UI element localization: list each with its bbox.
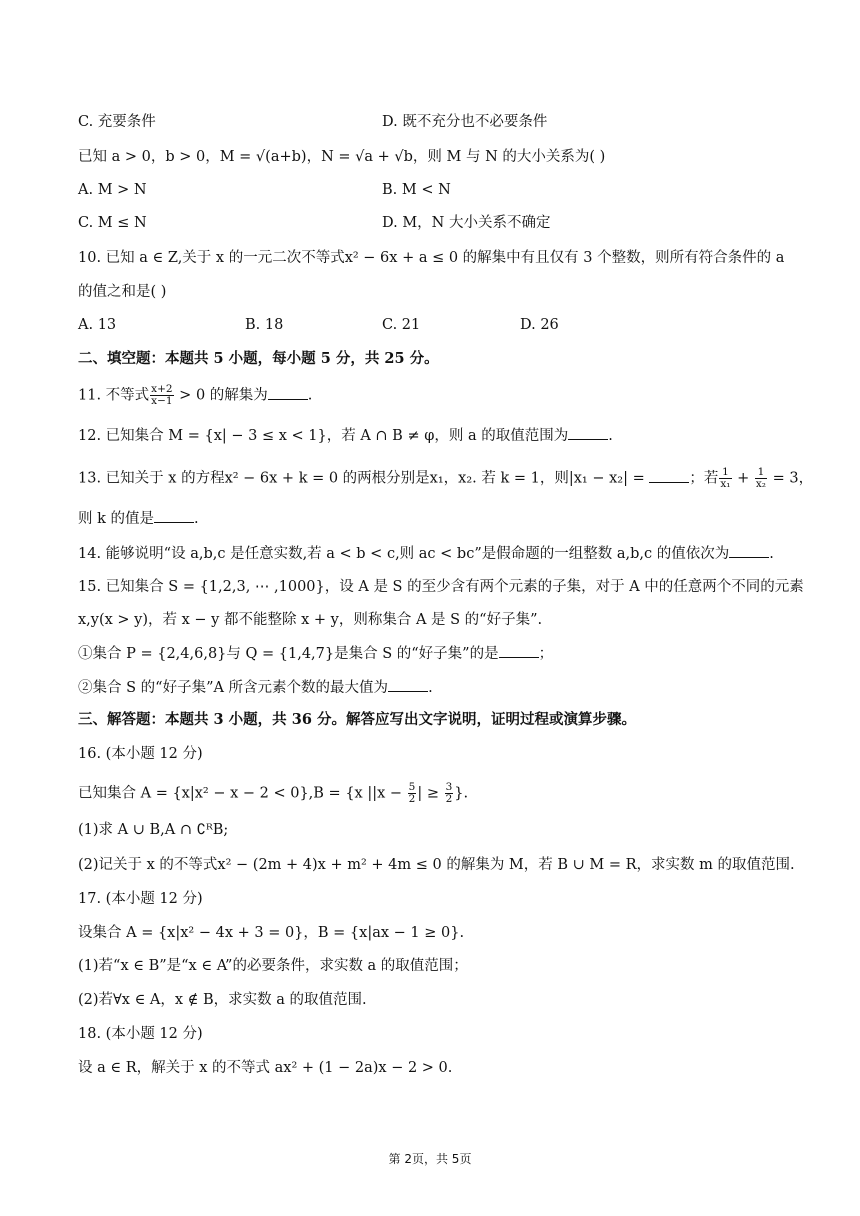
q8-option-c: C. 充要条件 [78,114,156,130]
q15-sub1-text: ①集合 P = {2,4,6,8}与 Q = {1,4,7}是集合 S 的“好子集”的是 [78,646,499,662]
q10-stem-line2: 的值之和是( ) [78,284,167,300]
q16-fraction-2 [445,782,454,805]
q17-part2: (2)若∀x ∈ A，x ∉ B，求实数 a 的取值范围. [78,992,367,1008]
q10-option-a: A. 13 [78,317,117,333]
q12-answer-blank[interactable] [568,425,608,440]
q16-given-pre: 已知集合 A = {x|x² − x − 2 < 0},B = {x ||x − [78,785,407,802]
q13-answer-blank-2[interactable] [154,508,194,523]
q9-option-d: D. M，N 大小关系不确定 [382,215,551,231]
q13-tail: = 3， [768,470,814,487]
q13-frac2-den: x₂ [755,478,767,490]
q11-frac-num: x+2 [151,383,173,395]
q11-answer-blank[interactable] [268,385,308,400]
q12-end: . [608,428,613,444]
q17-part1: (1)若“x ∈ B”是“x ∈ A”的必要条件，求实数 a 的取值范围； [78,958,468,974]
q15-sub2-text: ②集合 S 的“好子集”A 所含元素个数的最大值为 [78,680,389,696]
q11-frac-den: x−1 [151,395,173,407]
q14-end: . [769,546,774,562]
q13-frac1-den: x₁ [720,478,731,490]
q9-option-b: B. M < N [382,182,451,198]
q13-end: . [194,511,199,527]
q13-text: 13. 已知关于 x 的方程x² − 6x + k = 0 的两根分别是x₁，x₂. 若 k = 1，则|x₁ − x₂| = [78,470,645,487]
q13-fraction-2 [755,467,767,490]
q14-text: 14. 能够说明“设 a,b,c 是任意实数,若 a < b < c,则 ac < bc”是假命题的一组整数 a,b,c 的值依次为 [78,546,730,562]
q17-header: 17. (本小题 12 分) [78,891,203,907]
page-footer: 第 2页，共 5页 [388,1152,472,1166]
q15-sub1 [78,643,553,664]
q18-header: 18. (本小题 12 分) [78,1026,203,1042]
q16-given-mid: | ≥ [417,785,444,802]
q18-given: 设 a ∈ R，解关于 x 的不等式 ax² + (1 − 2a)x − 2 > 0. [78,1060,453,1076]
q16-header: 16. (本小题 12 分) [78,746,203,762]
q11-post: > 0 的解集为 [174,387,268,404]
section-fill-in-heading: 二、填空题：本题共 5 小题，每小题 5 分，共 25 分。 [78,350,439,367]
q13-mid: ；若 [689,470,719,487]
q13-line1: 13. 已知关于 x 的方程x² − 6x + k = 0 的两根分别是x₁，x₂. 若 k = 1，则|x₁ − x₂| = ；若 $\frac{1}{\text{x₁}}$ + $\frac{1}{\text{x₂}}$ = 3， [78,466,814,490]
q11-end: . [307,387,313,404]
q16-frac1-num: 5 [408,781,416,793]
q11-fraction [150,384,173,407]
q9-option-c: C. M ≤ N [78,215,147,231]
q10-option-b: B. 18 [245,317,284,333]
q16-given [78,782,468,805]
q15-sub2 [78,677,433,698]
q9-option-a: A. M > N [78,182,147,198]
q13-fraction-1 [719,467,731,490]
q11 [78,384,312,407]
q16-frac2-num: 3 [445,781,453,793]
q13-answer-blank-1[interactable] [649,468,689,483]
q14-answer-blank[interactable] [729,543,769,558]
q8-option-d: D. 既不充分也不必要条件 [382,114,548,130]
q13-frac1-num: 1 [719,467,731,479]
q13-line2-text: 则 k 的值是 [78,511,155,527]
q10-option-c: C. 21 [382,317,421,333]
q12-text: 12. 已知集合 M = {x| − 3 ≤ x < 1}，若 A ∩ B ≠ φ，则 a 的取值范围为 [78,428,569,444]
q16-part2: (2)记关于 x 的不等式x² − (2m + 4)x + m² + 4m ≤ 0 的解集为 M，若 B ∪ M = R，求实数 m 的取值范围. [78,857,795,873]
q15-answer-blank-2[interactable] [388,677,428,692]
q12 [78,425,613,446]
q14 [78,543,774,564]
q15-line1: 15. 已知集合 S = {1,2,3, ⋯ ,1000}，设 A 是 S 的至少含有两个元素的子集，对于 A 中的任意两个不同的元素 [78,579,804,595]
q15-sub1-end: ； [538,646,554,662]
q17-given: 设集合 A = {x|x² − 4x + 3 = 0}，B = {x|ax − 1 ≥ 0}. [78,925,465,941]
q13-line2 [78,508,199,529]
q10-stem-line1: 10. 已知 a ∈ Z,关于 x 的一元二次不等式x² − 6x + a ≤ 0 的解集中有且仅有 3 个整数，则所有符合条件的 a [78,250,785,266]
q15-answer-blank-1[interactable] [499,643,539,658]
q16-given-post: }. [454,785,469,802]
q10-option-d: D. 26 [520,317,559,333]
q16-frac1-den: 2 [408,793,416,805]
q16-frac2-den: 2 [445,793,453,805]
q16-fraction-1 [408,782,417,805]
section-solutions-heading: 三、解答题：本题共 3 小题，共 36 分。解答应写出文字说明，证明过程或演算步骤。 [78,711,636,728]
q13-frac2-num: 1 [755,467,767,479]
q9-stem: 已知 a > 0，b > 0，M = √(a+b)，N = √a + √b，则 M 与 N 的大小关系为( ) [78,149,606,165]
q15-line2: x,y(x > y)，若 x − y 都不能整除 x + y，则称集合 A 是 S 的“好子集”. [78,612,543,628]
q15-sub2-end: . [428,680,433,696]
q16-part1: (1)求 A ∪ B,A ∩ ∁ᴿB; [78,822,229,838]
q11-pre: 11. 不等式 [78,387,150,404]
